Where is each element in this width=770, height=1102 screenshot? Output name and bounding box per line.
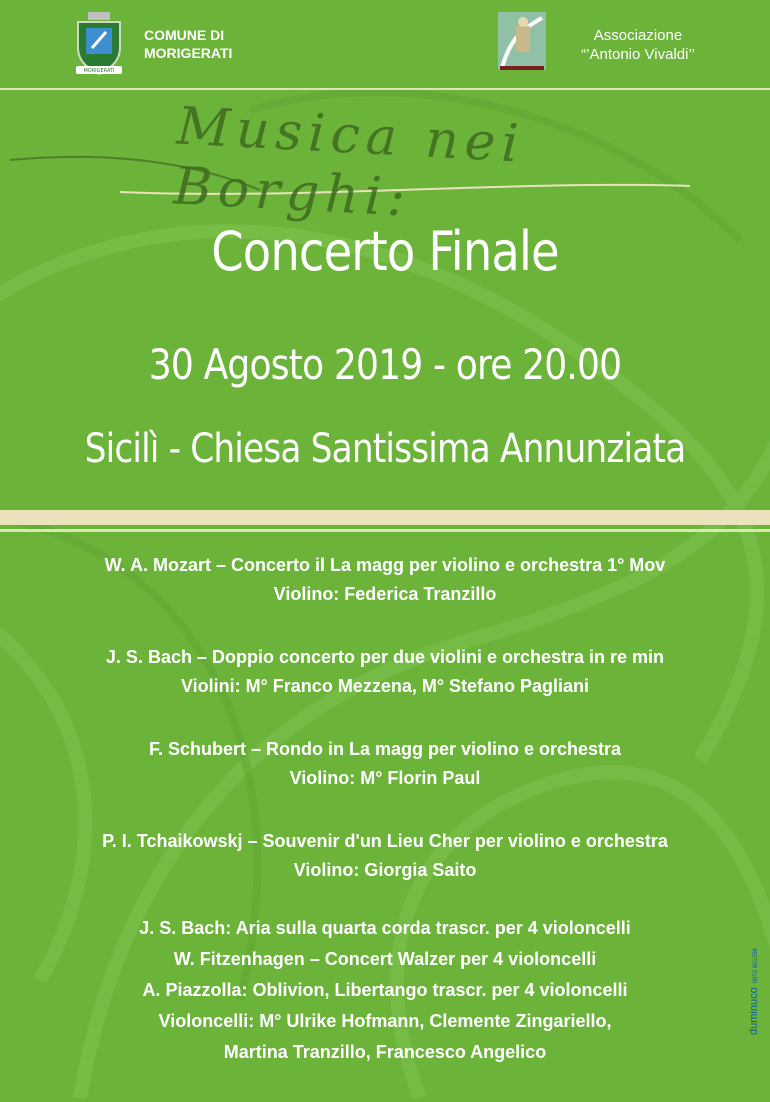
program-line: Violoncelli: M° Ulrike Hofmann, Clemente Zingariello, bbox=[158, 1011, 612, 1031]
divider-line bbox=[0, 529, 770, 532]
credit-brand: duminuco bbox=[748, 987, 760, 1035]
program-line: A. Piazzolla: Oblivion, Libertango trascr. per 4 violoncelli bbox=[142, 980, 628, 1000]
program-line: J. S. Bach: Aria sulla quarta corda trascr. per 4 violoncelli bbox=[139, 918, 631, 938]
program-line: Violino: Giorgia Saito bbox=[293, 860, 477, 880]
event-date-time: 30 Agosto 2019 - ore 20.00 bbox=[148, 340, 622, 389]
divider-band bbox=[0, 510, 770, 525]
program-item bbox=[0, 643, 770, 701]
program-line: Violini: M° Franco Mezzena, M° Stefano Pagliani bbox=[180, 676, 590, 696]
program-line: F. Schubert – Rondo in La magg per violino e orchestra bbox=[148, 739, 622, 759]
script-title: Musica nei Borghi: bbox=[172, 96, 526, 229]
program-item bbox=[0, 735, 770, 793]
program-item bbox=[0, 913, 770, 1068]
designer-credit bbox=[744, 895, 764, 1035]
program-item bbox=[0, 551, 770, 609]
program-line: Martina Tranzillo, Francesco Angelico bbox=[223, 1042, 547, 1062]
program-line: Violino: M° Florin Paul bbox=[289, 768, 481, 788]
program-line: W. Fitzenhagen – Concert Walzer per 4 violoncelli bbox=[173, 949, 597, 969]
event-venue: Sicilì - Chiesa Santissima Annunziata bbox=[84, 426, 686, 472]
credit-phone: 0972 801256 bbox=[753, 948, 759, 984]
program-list bbox=[0, 551, 770, 1102]
program-line: J. S. Bach – Doppio concerto per due violini e orchestra in re min bbox=[105, 647, 665, 667]
crest-caption: MORIGERATI bbox=[83, 68, 115, 74]
municipality-line-1: COMUNE DI bbox=[144, 27, 225, 43]
page-title: Concerto Finale bbox=[211, 220, 559, 283]
municipality-line-2: MORIGERATI bbox=[144, 45, 233, 61]
program-line: P. I. Tchaikowskj – Souvenir d'un Lieu Cher per violino e orchestra bbox=[102, 831, 668, 851]
program-item bbox=[0, 827, 770, 885]
association-line-1: Associazione bbox=[593, 27, 683, 44]
program-line: Violino: Federica Tranzillo bbox=[273, 584, 497, 604]
program-line: W. A. Mozart – Concerto il La magg per violino e orchestra 1° Mov bbox=[104, 555, 666, 575]
credit-text bbox=[748, 895, 760, 1035]
association-line-2: “’Antonio Vivaldi’’ bbox=[581, 46, 695, 63]
